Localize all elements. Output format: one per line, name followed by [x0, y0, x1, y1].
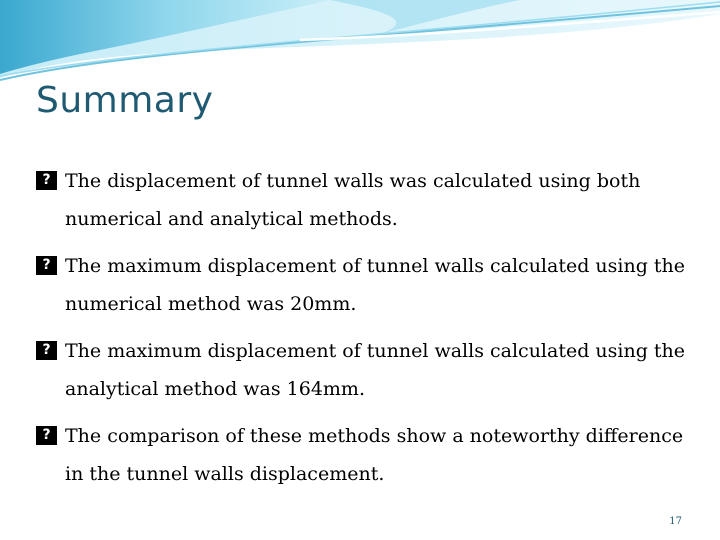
- list-item: [36, 162, 696, 238]
- list-item: [36, 417, 696, 493]
- missing-glyph-bullet-icon: ?: [36, 171, 57, 190]
- missing-glyph-bullet-icon: ?: [36, 256, 57, 275]
- slide-number: 17: [669, 516, 682, 527]
- bullet-text: The maximum displacement of tunnel walls calculated using the analytical method was 164mm.: [65, 340, 686, 400]
- header-swoosh-decoration: [0, 0, 720, 90]
- list-item: [36, 247, 696, 323]
- missing-glyph-bullet-icon: ?: [36, 341, 57, 360]
- bullet-text: The displacement of tunnel walls was calculated using both numerical and analytical methods.: [65, 170, 641, 230]
- missing-glyph-bullet-icon: ?: [36, 426, 57, 445]
- bullet-text: The maximum displacement of tunnel walls calculated using the numerical method was 20mm.: [65, 255, 686, 315]
- slide-title: Summary: [36, 80, 214, 121]
- bullet-list: [36, 162, 696, 502]
- list-item: [36, 332, 696, 408]
- bullet-text: The comparison of these methods show a noteworthy difference in the tunnel walls displacement.: [65, 425, 684, 485]
